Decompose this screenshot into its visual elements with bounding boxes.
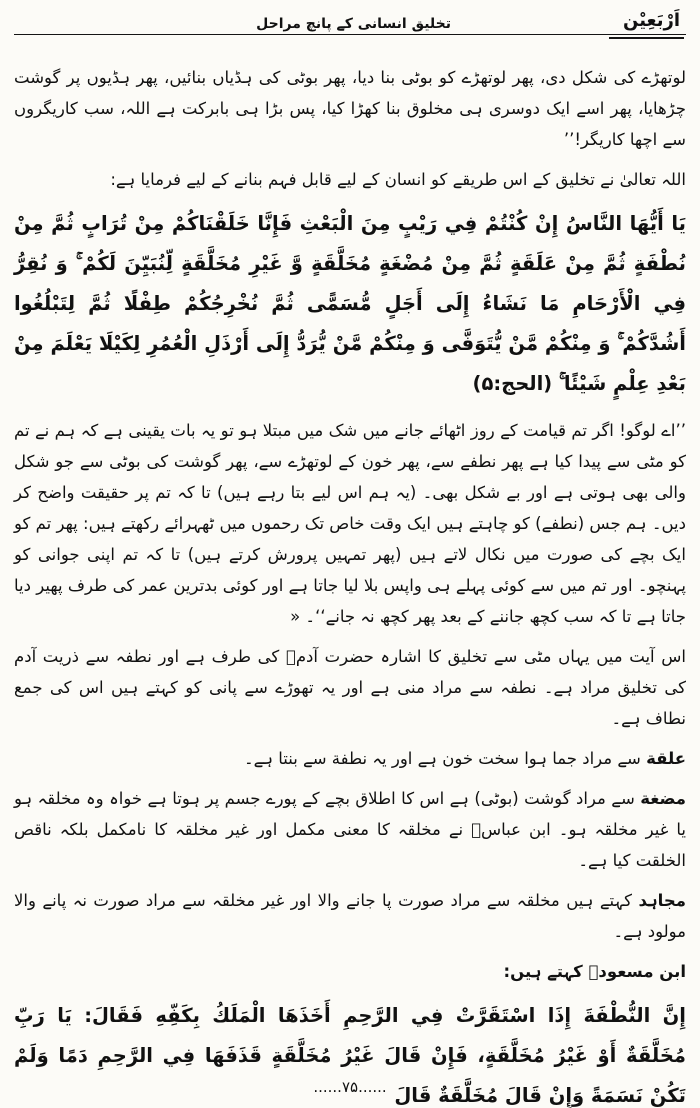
paragraph-commentary-nutfa xyxy=(14,641,686,734)
paragraph-lead: مجاہد xyxy=(638,891,686,911)
paragraph-ibn-masud-intro xyxy=(14,956,686,987)
paragraph-translation xyxy=(14,415,686,632)
page-header xyxy=(14,10,686,48)
paragraph-text: اللہ تعالیٰ نے تخلیق کے اس طریقے کو انسان کے لیے قابل فہم بنانے کے لیے فرمایا ہے: xyxy=(110,170,686,190)
verse-text: يَا أَيُّهَا النَّاسُ إِنْ كُنْتُمْ فِي رَيْبٍ مِنَ الْبَعْثِ فَإِنَّا خَلَقْنَاكُمْ مِنْ تُرَابٍ ثُمَّ مِنْ نُطْفَةٍ ثُمَّ مِنْ عَلَقَةٍ ثُمَّ مِنْ مُضْغَةٍ مُخَلَّقَةٍ وَّ غَيْرِ مُخَلَّقَةٍ لِّنُبَيِّنَ لَكُمْ ۚ وَ نُقِرُّ فِي الْأَرْحَامِ مَا نَشَاءُ إِلَى أَجَلٍ مُّسَمًّى ثُمَّ نُخْرِجُكُمْ طِفْلًا ثُمَّ لِتَبْلُغُوا أَشُدَّكُمْ ۚ وَ مِنْكُمْ مَّنْ يُّتَوَفَّى وَ مِنْكُمْ مَّنْ يُّرَدُّ إِلَى أَرْذَلِ الْعُمُرِ لِكَيْلَا يَعْلَمَ مِنْ بَعْدِ عِلْمٍ شَيْئًا ۚ (الحج:۵) xyxy=(14,212,686,395)
paragraph-lead: علقة xyxy=(646,749,686,769)
paragraph-lead: مضغة xyxy=(640,789,686,809)
paragraph-text: سے مراد گوشت (بوٹی) ہے اس کا اطلاق بچے کے پورے جسم پر ہوتا ہے خواہ وہ مخلقہ ہو یا غیر مخلقہ ہو۔ ابن عباسؓ نے مخلقہ کا معنی مکمل اور غیر مخلقہ کا نامکمل بلکہ ناقص الخلقت کیا ہے۔ xyxy=(14,789,686,871)
hadith-text: إِنَّ النُّطْفَةَ إِذَا اسْتَقَرَّتْ فِي الرَّحِمِ أَخَذَهَا الْمَلَكُ بِكَفِّهِ فَقَالَ: يَا رَبِّ مُخَلَّقَةٌ أَوْ غَيْرُ مُخَلَّقَةٍ، فَإِنْ قَالَ غَيْرُ مُخَلَّقَةٍ قَذَفَهَا فِي الرَّحِمِ دَمًا وَلَمْ تَكُنْ نَسَمَةً وَإِنْ قَالَ مُخَلَّقَةٌ قَالَ xyxy=(14,1004,686,1108)
chapter-title: تخلیق انسانی کے پانچ مراحل xyxy=(256,16,451,32)
paragraph-intro-verse xyxy=(14,164,686,195)
page-footer xyxy=(0,1078,700,1096)
paragraph-text: اس آیت میں یہاں مٹی سے تخلیق کا اشارہ حضرت آدمؑ کی طرف ہے اور نطفہ سے ذریت آدم کی تخلیق مراد ہے۔ نطفہ سے مراد منی ہے اور یہ تھوڑے سے پانی کو کہتے ہیں اس کی جمع نطاف ہے۔ xyxy=(14,647,686,729)
page-body xyxy=(14,60,686,1108)
paragraph-commentary-mudgha xyxy=(14,783,686,876)
paragraph-text: سے مراد جما ہوا سخت خون ہے اور یہ نطفة سے بنتا ہے۔ xyxy=(243,749,647,769)
page-number: ......۷۵...... xyxy=(313,1078,387,1096)
quran-verse-al-hajj-5 xyxy=(14,204,686,404)
paragraph-commentary-alaqa xyxy=(14,743,686,774)
book-title: اَرْبَعِيْن xyxy=(609,10,684,39)
paragraph-lead: ابن مسعودؓ کہتے ہیں: xyxy=(503,962,686,982)
paragraph-text: کہتے ہیں مخلقہ سے مراد صورت پا جانے والا اور غیر مخلقہ سے مراد صورت نہ پانے والا مولود ہے۔ xyxy=(14,891,686,942)
paragraph-text: لوتھڑے کی شکل دی، پھر لوتھڑے کو بوٹی بنا دیا، پھر بوٹی کی ہڈیاں بنائیں، پھر ہڈیوں پر گوشت چڑھایا، پھر اسے ایک دوسری ہی مخلوق بنا کھڑا کیا، پس بڑا ہی بابرکت ہے اللہ، سب کاریگروں سے اچھا کاریگر!’’ xyxy=(14,68,686,150)
header-rule xyxy=(14,34,686,35)
paragraph-continuation xyxy=(14,62,686,155)
paragraph-mujahid-saying xyxy=(14,885,686,947)
paragraph-text: ’’اے لوگو! اگر تم قیامت کے روز اٹھائے جانے میں شک میں مبتلا ہو تو یہ بات یقینی ہے کہ ہم نے تم کو مٹی سے پیدا کیا ہے پھر نطفے سے، پھر خون کے لوتھڑے سے، پھر گوشت کی بوٹی سے جو شکل والی بھی ہوتی ہے اور بے شکل بھی۔ (یہ ہم اس لیے بتا رہے ہیں) تا کہ تم پر حقیقت واضح کر دیں۔ ہم جس (نطفے) کو چاہتے ہیں ایک وقت خاص تک رحموں میں ٹھہرائے رکھتے ہیں: پھر تم کو ایک بچے کی صورت میں نکال لاتے ہیں (پھر تمہیں پرورش کرتے ہیں) تا کہ تم اپنی جوانی کو پہنچو۔ اور تم میں سے کوئی پہلے ہی واپس بلا لیا جاتا ہے اور کوئی بدترین عمر کی طرف پھیر دیا جاتا ہے تا کہ سب کچھ جاننے کے بعد پھر کچھ نہ جانے‘‘۔ « xyxy=(14,420,686,626)
